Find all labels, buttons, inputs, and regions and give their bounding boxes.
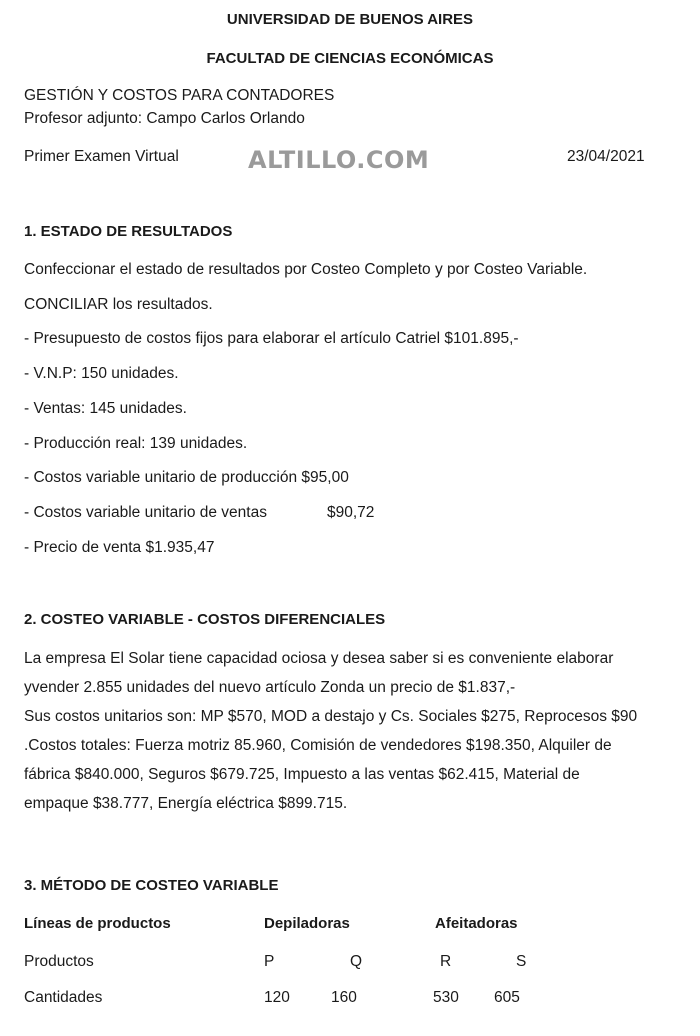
professor-line: Profesor adjunto: Campo Carlos Orlando [24,110,305,127]
section2-line: Sus costos unitarios son: MP $570, MOD a destajo y Cs. Sociales $275, Reprocesos $90 [24,708,638,725]
university-title: UNIVERSIDAD DE BUENOS AIRES [226,11,474,28]
watermark-logo: ALTILLO.COM [248,146,430,174]
table-cell: S [516,953,527,970]
section1-line: - Costos variable unitario de ventas [24,504,267,521]
table-cell: 605 [494,989,520,1006]
table-header-cell: Líneas de productos [24,915,171,932]
table-header-cell: Afeitadoras [435,915,518,932]
table-cell: P [264,953,275,970]
course-name: GESTIÓN Y COSTOS PARA CONTADORES [24,87,335,104]
section2-line: fábrica $840.000, Seguros $679.725, Impuesto a las ventas $62.415, Material de [24,766,580,783]
section1-line: - Ventas: 145 unidades. [24,400,187,417]
section1-title: 1. ESTADO DE RESULTADOS [24,223,233,240]
section1-line: - V.N.P: 150 unidades. [24,365,179,382]
section1-line: - Costos variable unitario de producción $95,00 [24,469,349,486]
table-row-label: Productos [24,953,94,970]
table-cell: 160 [331,989,357,1006]
section1-line: - Precio de venta $1.935,47 [24,539,215,556]
section2-line: yvender 2.855 unidades del nuevo artículo Zonda un precio de $1.837,- [24,679,516,696]
section1-line: Confeccionar el estado de resultados por Costeo Completo y por Costeo Variable. [24,261,588,278]
section1-line: - Presupuesto de costos fijos para elaborar el artículo Catriel $101.895,- [24,330,519,347]
section2-title: 2. COSTEO VARIABLE - COSTOS DIFERENCIALES [24,611,386,628]
exam-date: 23/04/2021 [567,148,645,165]
section1-line: CONCILIAR los resultados. [24,296,213,313]
section2-line: La empresa El Solar tiene capacidad ociosa y desea saber si es conveniente elaborar [24,650,614,667]
table-cell: 120 [264,989,290,1006]
table-row-label: Cantidades [24,989,103,1006]
section2-line: .Costos totales: Fuerza motriz 85.960, Comisión de vendedores $198.350, Alquiler de [24,737,612,754]
sales-cost-value: $90,72 [327,504,375,521]
table-cell: 530 [433,989,459,1006]
table-header-cell: Depiladoras [264,915,350,932]
exam-name: Primer Examen Virtual [24,148,179,165]
section3-title: 3. MÉTODO DE COSTEO VARIABLE [24,877,279,894]
section2-line: empaque $38.777, Energía eléctrica $899.715. [24,795,348,812]
table-cell: Q [350,953,363,970]
section1-line: - Producción real: 139 unidades. [24,435,248,452]
table-cell: R [440,953,452,970]
faculty-title: FACULTAD DE CIENCIAS ECONÓMICAS [206,50,494,67]
